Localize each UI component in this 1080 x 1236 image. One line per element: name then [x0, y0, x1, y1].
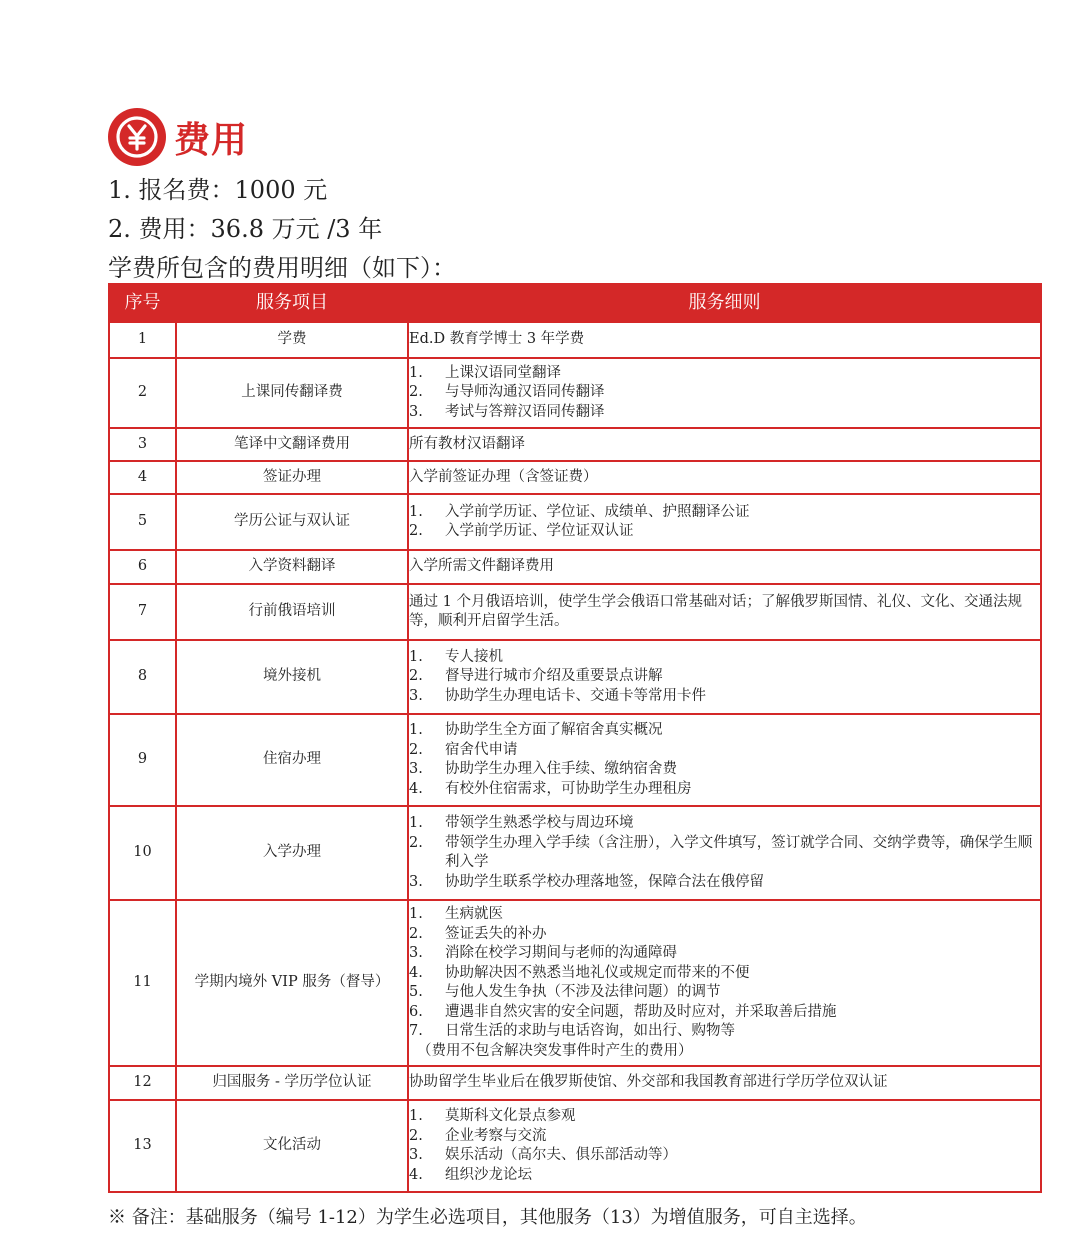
detail-item [409, 1003, 1040, 1023]
table-row [109, 584, 1041, 640]
detail-item-text: 与导师沟通汉语同传翻译 [445, 384, 605, 401]
detail-item-text: 娱乐活动（高尔夫、俱乐部活动等） [445, 1147, 677, 1163]
detail-item-text: 督导进行城市介绍及重要景点讲解 [445, 668, 663, 685]
detail-item [409, 667, 1040, 687]
detail-item-number: 6. [409, 1003, 423, 1020]
table-row [109, 428, 1041, 461]
yen-circle-icon [108, 108, 166, 166]
service-item: 入学办理 [176, 806, 408, 900]
row-number: 11 [109, 900, 176, 1066]
detail-item-number: 4. [409, 780, 423, 797]
detail-item-number: 1. [409, 906, 423, 922]
service-details [408, 640, 1041, 714]
detail-item-number: 4. [409, 1166, 423, 1183]
detail-item [409, 834, 1040, 873]
detail-item [409, 1166, 1040, 1186]
service-details [408, 900, 1041, 1066]
detail-item-text: 协助学生全方面了解宿舍真实概况 [445, 722, 663, 738]
service-details [408, 550, 1041, 584]
row-number: 5 [109, 494, 176, 550]
detail-item-number: 3. [409, 945, 423, 961]
detail-item-text: 与他人发生争执（不涉及法律问题）的调节 [445, 984, 721, 1000]
table-row [109, 358, 1041, 428]
page-title: 费用 [174, 118, 249, 161]
detail-item-text: 组织沙龙论坛 [445, 1166, 532, 1183]
detail-item-text: 有校外住宿需求，可协助学生办理租房 [445, 780, 692, 797]
detail-item [409, 983, 1040, 1003]
service-item: 签证办理 [176, 461, 408, 494]
service-details [408, 428, 1041, 461]
detail-item-number: 3. [409, 403, 423, 420]
detail-item [409, 1127, 1040, 1147]
detail-item-number: 1. [409, 503, 423, 520]
detail-item [409, 925, 1040, 945]
row-number: 7 [109, 584, 176, 640]
detail-item-text: 生病就医 [445, 906, 503, 922]
detail-item [409, 721, 1040, 741]
detail-item-number: 2. [409, 925, 423, 942]
detail-item-text: 协助学生办理入住手续、缴纳宿舍费 [445, 761, 677, 777]
service-item: 归国服务 - 学历学位认证 [176, 1066, 408, 1100]
detail-item-number: 3. [409, 873, 423, 890]
service-item: 境外接机 [176, 640, 408, 714]
service-item: 上课同传翻译费 [176, 358, 408, 428]
detail-item-number: 1. [409, 1108, 423, 1124]
service-details [408, 1100, 1041, 1192]
row-number: 6 [109, 550, 176, 584]
service-details [408, 322, 1041, 358]
detail-item-text: 日常生活的求助与电话咨询，如出行、购物等 [445, 1023, 735, 1039]
detail-item [409, 403, 1040, 423]
table-row [109, 322, 1041, 358]
detail-item-number: 3. [409, 761, 423, 777]
detail-item-number: 2. [409, 523, 423, 539]
table-row [109, 640, 1041, 714]
detail-item-text: 带领学生熟悉学校与周边环境 [445, 815, 634, 831]
service-item: 学历公证与双认证 [176, 494, 408, 550]
row-number: 8 [109, 640, 176, 714]
detail-item [409, 1107, 1040, 1127]
detail-item [409, 741, 1040, 761]
detail-item-number: 2. [409, 1127, 423, 1144]
service-details [408, 1066, 1041, 1100]
detail-text: 通过 1 个月俄语培训，使学生学会俄语口常基础对话；了解俄罗斯国情、礼仪、文化、交通法规等，顺利开启留学生活。 [409, 593, 1022, 629]
service-details [408, 714, 1041, 806]
detail-item-text: 莫斯科文化景点参观 [445, 1108, 576, 1124]
header-service: 服务项目 [176, 284, 408, 322]
detail-item [409, 814, 1040, 834]
table-header-row [109, 284, 1041, 322]
service-details [408, 461, 1041, 494]
detail-item-number: 4. [409, 964, 423, 981]
detail-item-number: 2. [409, 834, 423, 851]
table-row [109, 900, 1041, 1066]
detail-item [409, 944, 1040, 964]
detail-footnote: （费用不包含解决突发事件时产生的费用） [417, 1042, 693, 1059]
detail-text: 入学所需文件翻译费用 [409, 558, 554, 575]
detail-item [409, 503, 1040, 523]
detail-item-number: 3. [409, 1147, 423, 1163]
detail-item [409, 905, 1040, 925]
tuition-fee: 2. 费用：36.8 万元 /3 年 [108, 215, 383, 243]
row-number: 12 [109, 1066, 176, 1100]
detail-item [409, 873, 1040, 893]
service-details [408, 584, 1041, 640]
detail-text: Ed.D 教育学博士 3 年学费 [409, 331, 585, 348]
detail-item-number: 1. [409, 722, 423, 738]
detail-item [409, 383, 1040, 403]
detail-item-text: 企业考察与交流 [445, 1127, 547, 1144]
detail-item-text: 宿舍代申请 [445, 741, 518, 758]
table-row [109, 1100, 1041, 1192]
detail-item [409, 780, 1040, 800]
detail-item-number: 2. [409, 741, 423, 758]
detail-item [409, 1022, 1040, 1042]
detail-item-text: 协助学生办理电话卡、交通卡等常用卡件 [445, 687, 706, 704]
service-item: 行前俄语培训 [176, 584, 408, 640]
detail-item-text: 入学前学历证、学位证、成绩单、护照翻译公证 [445, 503, 750, 520]
detail-item-number: 3. [409, 687, 423, 704]
header-details: 服务细则 [408, 284, 1041, 322]
row-number: 3 [109, 428, 176, 461]
detail-text: 所有教材汉语翻译 [409, 435, 525, 452]
detail-item-number: 5. [409, 984, 423, 1000]
service-item: 住宿办理 [176, 714, 408, 806]
detail-item [409, 760, 1040, 780]
table-row [109, 461, 1041, 494]
service-item: 学期内境外 VIP 服务（督导） [176, 900, 408, 1066]
service-item: 文化活动 [176, 1100, 408, 1192]
row-number: 2 [109, 358, 176, 428]
service-item: 入学资料翻译 [176, 550, 408, 584]
service-details [408, 358, 1041, 428]
detail-item-text: 消除在校学习期间与老师的沟通障碍 [445, 945, 677, 961]
detail-item [409, 964, 1040, 984]
detail-item [409, 364, 1040, 384]
row-number: 1 [109, 322, 176, 358]
row-number: 13 [109, 1100, 176, 1192]
detail-item-number: 2. [409, 668, 423, 685]
detail-item-text: 遭遇非自然灾害的安全问题，帮助及时应对，并采取善后措施 [445, 1003, 837, 1020]
detail-item-text: 专人接机 [445, 648, 503, 665]
header-no: 序号 [109, 284, 176, 322]
detail-item-text: 协助解决因不熟悉当地礼仪或规定而带来的不便 [445, 964, 750, 981]
service-details [408, 806, 1041, 900]
registration-fee: 1. 报名费：1000 元 [108, 176, 328, 204]
table-row [109, 1066, 1041, 1100]
detail-item-text: 协助学生联系学校办理落地签，保障合法在俄停留 [445, 873, 764, 890]
service-item: 笔译中文翻译费用 [176, 428, 408, 461]
detail-item-text: 入学前学历证、学位证双认证 [445, 523, 634, 539]
table-row [109, 550, 1041, 584]
row-number: 9 [109, 714, 176, 806]
fee-header [108, 108, 248, 166]
fee-detail-table [108, 283, 1042, 1193]
footnote: ※ 备注：基础服务（编号 1-12）为学生必选项目，其他服务（13）为增值服务，可自主选择。 [108, 1207, 867, 1228]
service-item: 学费 [176, 322, 408, 358]
detail-item [409, 1146, 1040, 1166]
detail-item [409, 687, 1040, 707]
detail-item-text: 考试与答辩汉语同传翻译 [445, 403, 605, 420]
row-number: 10 [109, 806, 176, 900]
detail-item-number: 1. [409, 364, 423, 381]
detail-item-text: 签证丢失的补办 [445, 925, 547, 942]
table-row [109, 806, 1041, 900]
detail-item-number: 1. [409, 648, 423, 665]
table-row [109, 714, 1041, 806]
detail-item-number: 1. [409, 815, 423, 831]
service-details [408, 494, 1041, 550]
row-number: 4 [109, 461, 176, 494]
table-row [109, 494, 1041, 550]
detail-intro: 学费所包含的费用明细（如下）： [108, 254, 456, 282]
detail-item [409, 648, 1040, 668]
detail-item-text: 带领学生办理入学手续（含注册），入学文件填写，签订就学合同、交纳学费等，确保学生顺利入学 [445, 834, 1033, 870]
detail-item [409, 522, 1040, 542]
detail-text: 协助留学生毕业后在俄罗斯使馆、外交部和我国教育部进行学历学位双认证 [409, 1074, 888, 1091]
detail-item-text: 上课汉语同堂翻译 [445, 364, 561, 381]
detail-text: 入学前签证办理（含签证费） [409, 468, 598, 485]
detail-item-number: 7. [409, 1023, 423, 1039]
detail-item-number: 2. [409, 384, 423, 401]
